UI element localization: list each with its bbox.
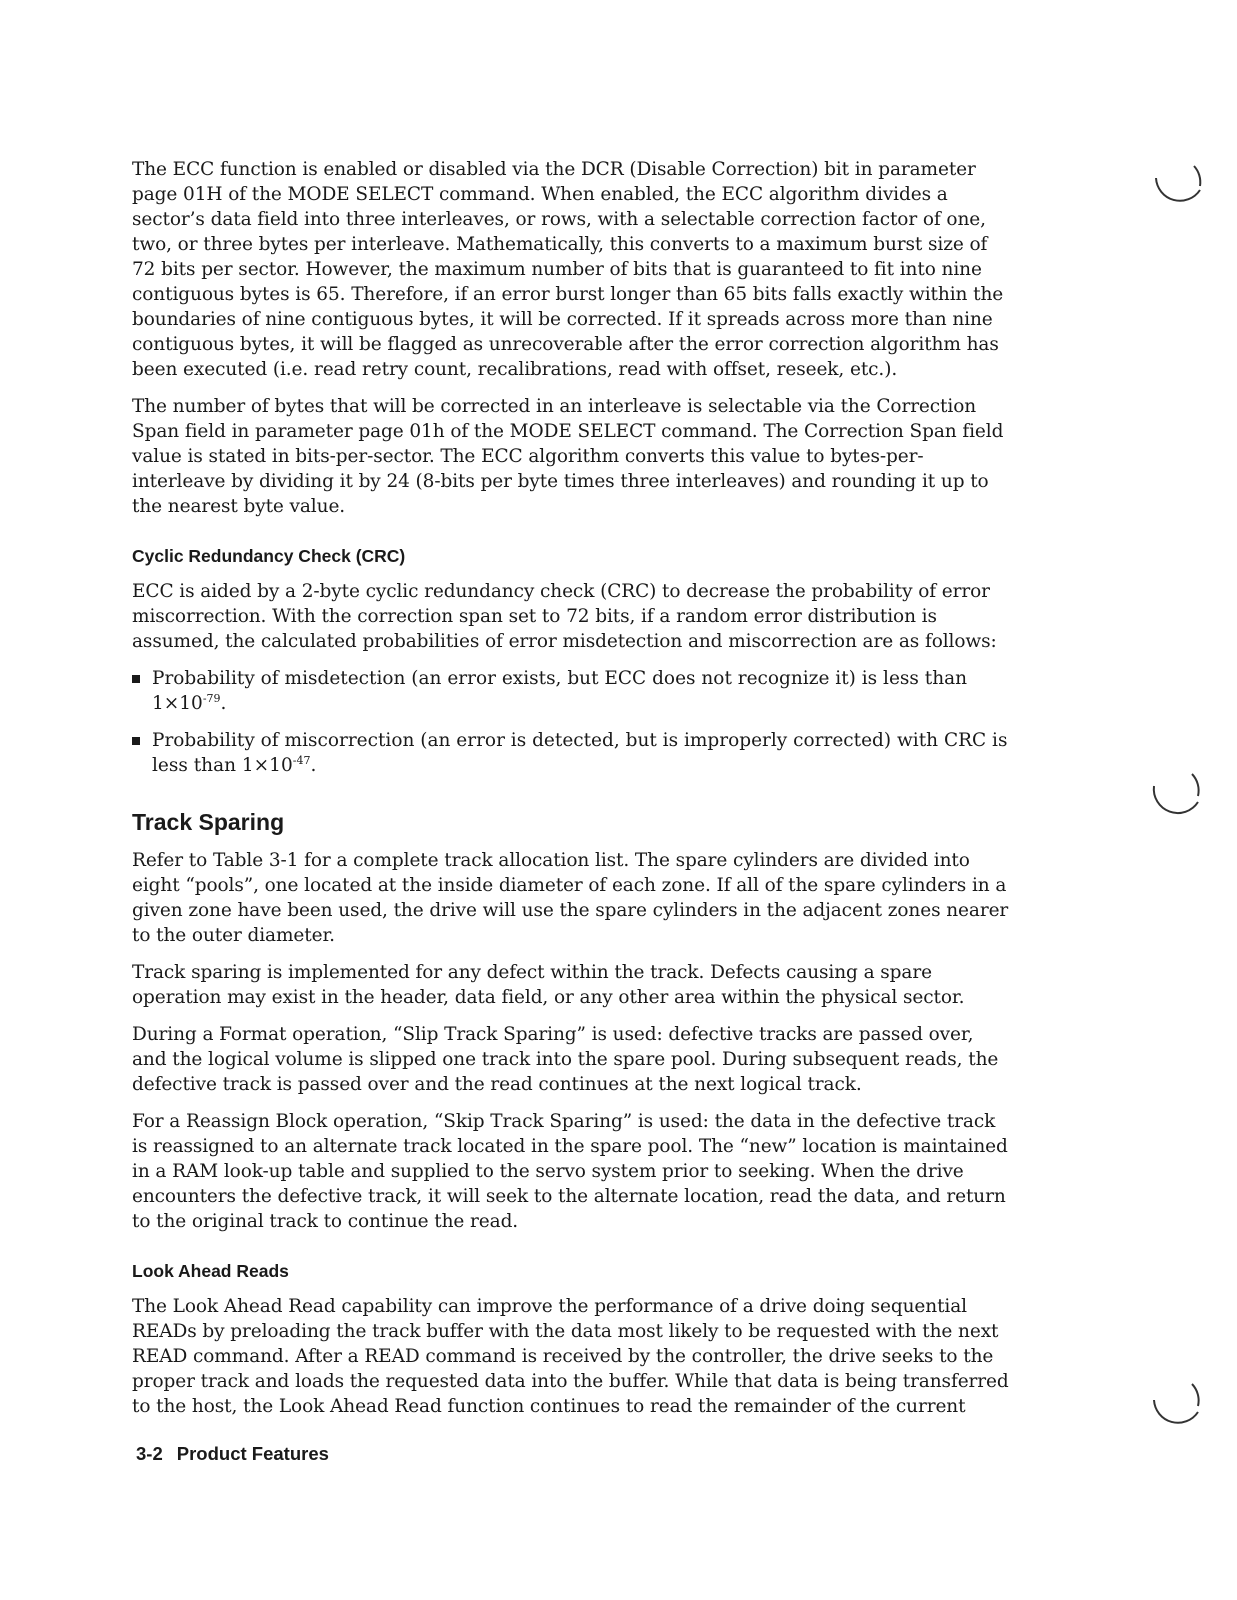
footer-section-title: Product Features xyxy=(176,1443,329,1464)
section-heading-crc: Cyclic Redundancy Check (CRC) xyxy=(132,546,406,566)
bullet-square-icon xyxy=(132,675,140,683)
exponent: -47 xyxy=(292,753,311,767)
body-paragraph: Refer to Table 3-1 for a complete track allocation list. The spare cylinders are divided into eight “pools”, one located at the inside diameter of each zone. If all of the spare cylinders in a given zone have been used, the drive will use the spare cylinders in the adjacent zones nearer to the outer diameter. xyxy=(132,850,1009,946)
list-item-text: Probability of miscorrection (an error is detected, but is improperly corrected) with CRC is less than 1×10 xyxy=(152,730,1008,776)
punch-hole-icon xyxy=(1142,150,1214,222)
body-paragraph: The Look Ahead Read capability can improve the performance of a drive doing sequential READs by preloading the track buffer with the data most likely to be requested with the next READ command. After a READ command is received by the controller, the drive seeks to the proper track and loads the requested data into the buffer. While that data is being transferred to the host, the Look Ahead Read function continues to read the remainder of the current xyxy=(132,1296,1009,1417)
body-paragraph: Track sparing is implemented for any defect within the track. Defects causing a spare operation may exist in the header, data field, or any other area within the physical sector. xyxy=(132,962,965,1008)
page-content xyxy=(132,157,1012,1431)
bullet-list xyxy=(132,666,1012,778)
list-item-text: Probability of misdetection (an error exists, but ECC does not recognize it) is less than 1×10 xyxy=(152,668,968,714)
body-paragraph: For a Reassign Block operation, “Skip Track Sparing” is used: the data in the defective track is reassigned to an alternate track located in the spare pool. The “new” location is maintained in a RAM look-up table and supplied to the servo system prior to seeking. When the drive encounters the defective track, it will seek to the alternate location, read the data, and return to the original track to continue the read. xyxy=(132,1111,1008,1232)
page-number: 3-2 xyxy=(136,1443,163,1464)
list-item xyxy=(132,666,1012,716)
list-item-end: . xyxy=(220,693,227,714)
punch-hole-icon xyxy=(1142,760,1214,832)
body-paragraph: The ECC function is enabled or disabled via the DCR (Disable Correction) bit in parameter page 01H of the MODE SELECT command. When enabled, the ECC algorithm divides a sector’s data field into three interleaves, or rows, with a selectable correction factor of one, two, or three bytes per interleave. Mathematically, this converts to a maximum burst size of 72 bits per sector. However, the maximum number of bits that is guaranteed to fit into nine contiguous bytes is 65. Therefore, if an error burst longer than 65 bits falls exactly within the boundaries of nine contiguous bytes, it will be corrected. If it spreads across more than nine contiguous bytes, it will be flagged as unrecoverable after the error correction algorithm has been executed (i.e. read retry count, recalibrations, read with offset, reseek, etc.). xyxy=(132,159,1004,380)
list-item-end: . xyxy=(310,755,317,776)
body-paragraph: During a Format operation, “Slip Track Sparing” is used: defective tracks are passed over, and the logical volume is slipped one track into the spare pool. During subsequent reads, the defective track is passed over and the read continues at the next logical track. xyxy=(132,1024,999,1095)
punch-hole-icon xyxy=(1142,1370,1214,1442)
section-heading-look-ahead: Look Ahead Reads xyxy=(132,1261,289,1281)
bullet-square-icon xyxy=(132,737,140,745)
section-heading-track-sparing: Track Sparing xyxy=(132,809,285,835)
page-footer xyxy=(136,1443,329,1465)
body-paragraph: ECC is aided by a 2-byte cyclic redundancy check (CRC) to decrease the probability of error miscorrection. With the correction span set to 72 bits, if a random error distribution is assumed, the calculated probabilities of error misdetection and miscorrection are as follows: xyxy=(132,581,997,652)
exponent: -79 xyxy=(202,691,221,705)
list-item xyxy=(132,728,1012,778)
body-paragraph: The number of bytes that will be corrected in an interleave is selectable via the Correction Span field in parameter page 01h of the MODE SELECT command. The Correction Span field value is stated in bits-per-sector. The ECC algorithm converts this value to bytes-per-interleave by dividing it by 24 (8-bits per byte times three interleaves) and rounding it up to the nearest byte value. xyxy=(132,396,1004,517)
